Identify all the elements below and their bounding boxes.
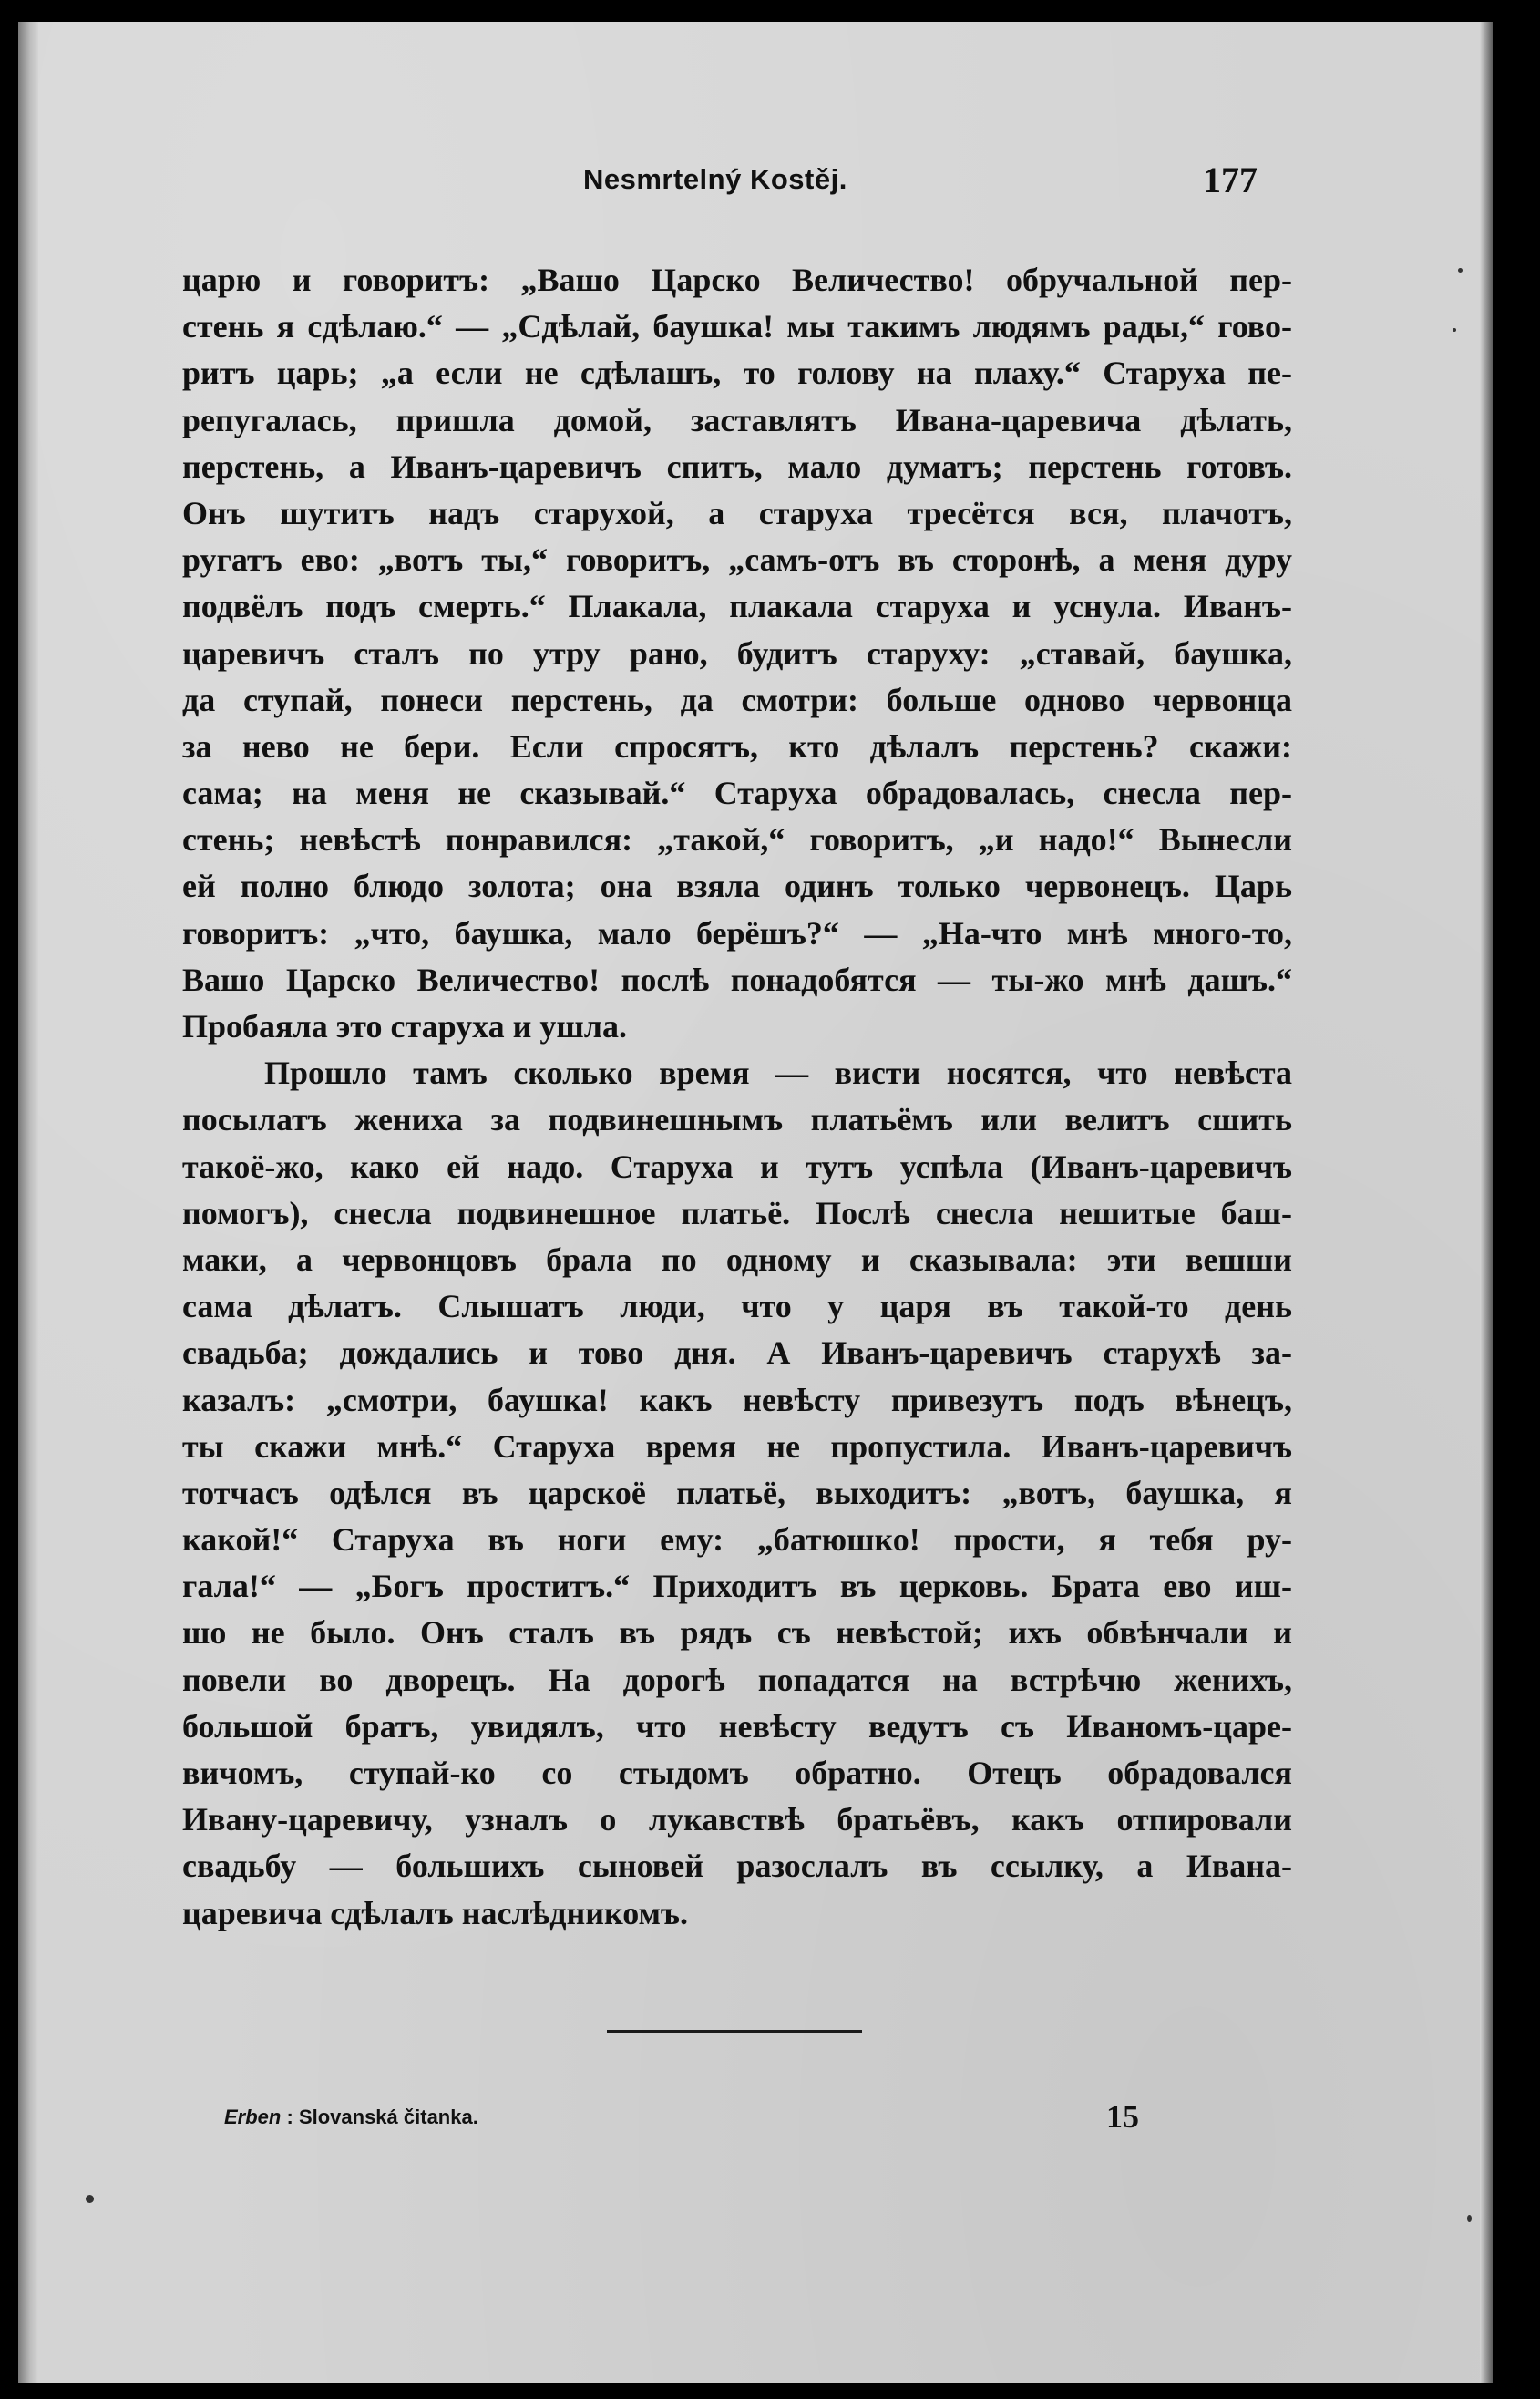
text-line: репугалась, пришла домой, заставлятъ Ивана-царевича дѣлать, (182, 401, 1292, 438)
text-line: говоритъ: „что, баушка, мало берёшъ?“ — „На-что мнѣ много-то, (182, 914, 1292, 952)
text-line: маки, а червонцовъ брала по одному и сказывала: эти вешши (182, 1241, 1292, 1278)
print-speck (86, 2195, 94, 2203)
footer-separator: : (286, 2106, 293, 2128)
page-edge-shadow (1480, 22, 1493, 2383)
text-line: гала!“ — „Богъ проститъ.“ Приходитъ въ церковь. Брата ево иш- (182, 1568, 1292, 1605)
text-line: за нево не бери. Если спросятъ, кто дѣлалъ перстень? скажи: (182, 727, 1292, 765)
page-number: 177 (1203, 160, 1258, 201)
text-line: сама дѣлатъ. Слышатъ люди, что у царя въ такой-то день (182, 1288, 1292, 1325)
text-line: посылатъ жениха за подвинешнымъ платьёмъ или велитъ сшить (182, 1101, 1292, 1138)
paragraph-end-line: царевича сдѣлалъ наслѣдникомъ. (182, 1894, 689, 1931)
text-line: свадьба; дождались и тово дня. А Иванъ-царевичъ старухѣ за- (182, 1334, 1292, 1372)
text-line: вичомъ, ступай-ко со стыдомъ обратно. Отецъ обрадовался (182, 1755, 1292, 1791)
text-line: Онъ шутитъ надъ старухой, а старуха тресётся вся, плачотъ, (182, 494, 1292, 531)
text-line: большой братъ, увидялъ, что невѣсту ведутъ съ Иваномъ-царе- (182, 1707, 1292, 1745)
text-line: повели во дворецъ. На дорогѣ попадатся на встрѣчю женихъ, (182, 1661, 1292, 1698)
text-line: какой!“ Старуха въ ноги ему: „батюшко! прости, я тебя ру- (182, 1521, 1292, 1559)
signature-mark: 15 (1106, 2098, 1139, 2135)
text-line: свадьбу — большихъ сыновей разослалъ въ ссылку, а Ивана- (182, 1848, 1292, 1885)
text-line: стень я сдѣлаю.“ — „Сдѣлай, баушка! мы такимъ людямъ рады,“ гово- (182, 308, 1292, 345)
text-line: ругатъ ево: „вотъ ты,“ говоритъ, „самъ-отъ въ сторонѣ, а меня дуру (182, 541, 1292, 579)
text-line: тотчасъ одѣлся въ царскоё платьё, выходитъ: „вотъ, баушка, я (182, 1474, 1292, 1511)
text-line: да ступай, понеси перстень, да смотри: больше одново червонца (182, 681, 1292, 718)
text-line: царю и говоритъ: „Вашо Царско Величество! обручальной пер- (182, 262, 1292, 298)
text-line: царевичъ сталъ по утру рано, будитъ старуху: „ставай, баушка, (182, 634, 1292, 672)
text-line: подвёлъ подъ смерть.“ Плакала, плакала старуха и уснула. Иванъ- (182, 588, 1292, 625)
print-speck (1458, 268, 1463, 273)
text-line: Ивану-царевичу, узналъ о лукавствѣ братьёвъ, какъ отпировали (182, 1801, 1292, 1838)
footer-author: Erben (224, 2106, 282, 2128)
text-line: шо не было. Онъ сталъ въ рядъ съ невѣстой; ихъ обвѣнчали и (182, 1614, 1292, 1652)
print-speck (1453, 328, 1456, 332)
page-spine-shadow (18, 22, 38, 2383)
section-rule (607, 2030, 862, 2033)
running-title: Nesmrtelný Kostěj. (583, 163, 847, 195)
print-speck (1467, 2215, 1472, 2222)
body-text (182, 257, 1292, 1937)
paragraph-start-line: Прошло тамъ сколько время — висти носятся, что невѣста (264, 1055, 1292, 1092)
text-line: ты скажи мнѣ.“ Старуха время не пропустила. Иванъ-царевичъ (182, 1427, 1292, 1465)
text-line: стень; невѣстѣ понравился: „такой,“ говоритъ, „и надо!“ Вынесли (182, 821, 1292, 859)
book-page (18, 22, 1493, 2383)
text-line: такоё-жо, како ей надо. Старуха и тутъ успѣла (Иванъ-царевичъ (182, 1148, 1292, 1185)
text-line: казалъ: „смотри, баушка! какъ невѣсту привезутъ подъ вѣнецъ, (182, 1381, 1292, 1418)
text-line: помогъ), снесла подвинешное платьё. Послѣ снесла нешитые баш- (182, 1194, 1292, 1231)
text-line: ей полно блюдо золота; она взяла одинъ только червонецъ. Царь (182, 868, 1292, 905)
footer-imprint (224, 2106, 478, 2129)
text-line: сама; на меня не сказывай.“ Старуха обрадовалась, снесла пер- (182, 775, 1292, 812)
paragraph-end-line: Пробаяла это старуха и ушла. (182, 1008, 627, 1045)
text-line: перстень, а Иванъ-царевичъ спитъ, мало думатъ; перстень готовъ. (182, 448, 1292, 485)
footer-book-title: Slovanská čitanka. (298, 2106, 478, 2128)
text-line: ритъ царь; „а если не сдѣлашъ, то голову на плаху.“ Старуха пе- (182, 355, 1292, 392)
text-line: Вашо Царско Величество! послѣ понадобятся — ты-жо мнѣ дашъ.“ (182, 961, 1292, 998)
